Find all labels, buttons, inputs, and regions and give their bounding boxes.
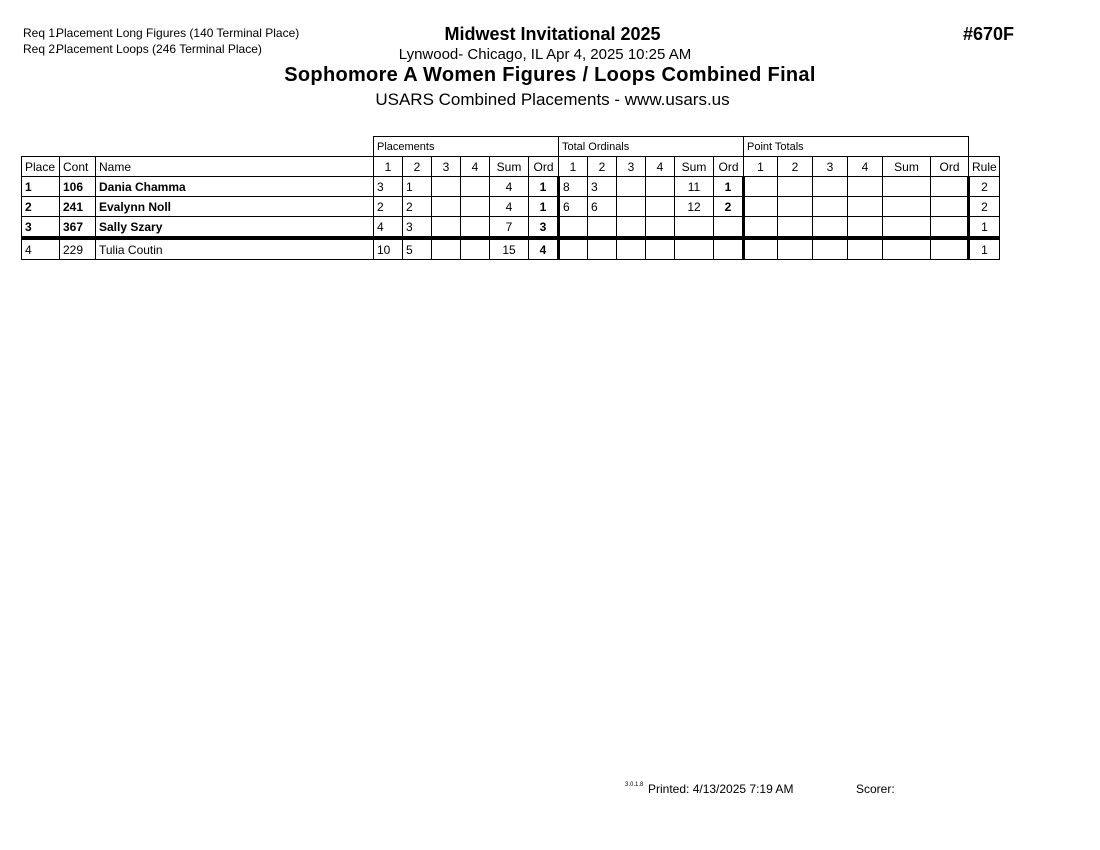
cell-oord: 1 bbox=[714, 177, 744, 197]
requirement-2-label: Req 2. bbox=[23, 42, 59, 56]
cell-o3 bbox=[617, 197, 646, 217]
cell-p1: 4 bbox=[374, 217, 403, 239]
cell-o1 bbox=[559, 238, 588, 260]
cell-p4 bbox=[461, 177, 490, 197]
header-placement-2: 2 bbox=[403, 157, 432, 177]
header-name: Name bbox=[96, 157, 374, 177]
cell-p2: 5 bbox=[403, 238, 432, 260]
cell-tsum bbox=[883, 197, 931, 217]
footer-version: 3.0.1.8 bbox=[625, 782, 644, 788]
requirement-1 bbox=[23, 26, 299, 40]
cell-psum: 4 bbox=[490, 197, 529, 217]
header-placement-sum: Sum bbox=[490, 157, 529, 177]
cell-t1 bbox=[744, 197, 778, 217]
group-placements: Placements bbox=[374, 137, 559, 157]
header-cont: Cont bbox=[60, 157, 96, 177]
cell-name: Evalynn Noll bbox=[96, 197, 374, 217]
cell-cont: 367 bbox=[60, 217, 96, 239]
cell-psum: 4 bbox=[490, 177, 529, 197]
cell-tsum bbox=[883, 177, 931, 197]
cell-p3 bbox=[432, 217, 461, 239]
cell-name: Dania Chamma bbox=[96, 177, 374, 197]
header-points-1: 1 bbox=[744, 157, 778, 177]
cell-p3 bbox=[432, 177, 461, 197]
cell-psum: 15 bbox=[490, 238, 529, 260]
cell-osum bbox=[675, 238, 714, 260]
cell-place: 4 bbox=[22, 238, 60, 260]
cell-p3 bbox=[432, 238, 461, 260]
cell-p2: 1 bbox=[403, 177, 432, 197]
cell-o1 bbox=[559, 217, 588, 239]
cell-rule: 1 bbox=[969, 217, 1000, 239]
cell-pord: 4 bbox=[529, 238, 559, 260]
cell-o1: 8 bbox=[559, 177, 588, 197]
cell-oord bbox=[714, 217, 744, 239]
cell-tord bbox=[931, 177, 969, 197]
cell-t4 bbox=[848, 238, 883, 260]
header-points-2: 2 bbox=[778, 157, 813, 177]
cell-o3 bbox=[617, 238, 646, 260]
cell-t3 bbox=[813, 197, 848, 217]
header-ordinal-1: 1 bbox=[559, 157, 588, 177]
cell-place: 1 bbox=[22, 177, 60, 197]
cell-tord bbox=[931, 217, 969, 239]
requirement-2 bbox=[23, 42, 262, 56]
header-ordinal-ord: Ord bbox=[714, 157, 744, 177]
cell-p1: 3 bbox=[374, 177, 403, 197]
cell-t1 bbox=[744, 238, 778, 260]
cell-t3 bbox=[813, 177, 848, 197]
table-row bbox=[22, 217, 1000, 239]
cell-rule: 2 bbox=[969, 177, 1000, 197]
cell-t3 bbox=[813, 217, 848, 239]
header-ordinal-3: 3 bbox=[617, 157, 646, 177]
cell-o2: 3 bbox=[588, 177, 617, 197]
header-ordinal-2: 2 bbox=[588, 157, 617, 177]
cell-o2 bbox=[588, 217, 617, 239]
cell-t2 bbox=[778, 217, 813, 239]
event-location-date: Lynwood- Chicago, IL Apr 4, 2025 10:25 AM bbox=[398, 46, 692, 63]
cell-psum: 7 bbox=[490, 217, 529, 239]
cell-pord: 3 bbox=[529, 217, 559, 239]
cell-t3 bbox=[813, 238, 848, 260]
cell-cont: 241 bbox=[60, 197, 96, 217]
results-table bbox=[21, 136, 1000, 260]
cell-osum bbox=[675, 217, 714, 239]
column-header-row bbox=[22, 157, 1000, 177]
cell-t2 bbox=[778, 238, 813, 260]
competition-title: Sophomore A Women Figures / Loops Combined Final bbox=[284, 64, 816, 86]
cell-o4 bbox=[646, 197, 675, 217]
cell-o4 bbox=[646, 177, 675, 197]
cell-t4 bbox=[848, 197, 883, 217]
requirement-1-label: Req 1. bbox=[23, 26, 59, 40]
header-placement-ord: Ord bbox=[529, 157, 559, 177]
cell-tord bbox=[931, 197, 969, 217]
header-ordinal-4: 4 bbox=[646, 157, 675, 177]
cell-name: Tulia Coutin bbox=[96, 238, 374, 260]
cell-p4 bbox=[461, 238, 490, 260]
header-points-3: 3 bbox=[813, 157, 848, 177]
cell-o3 bbox=[617, 177, 646, 197]
header-ordinal-sum: Sum bbox=[675, 157, 714, 177]
event-title: Midwest Invitational 2025 bbox=[444, 24, 661, 44]
cell-name: Sally Szary bbox=[96, 217, 374, 239]
cell-t4 bbox=[848, 177, 883, 197]
cell-tord bbox=[931, 238, 969, 260]
cell-p2: 3 bbox=[403, 217, 432, 239]
table-row bbox=[22, 177, 1000, 197]
cell-p4 bbox=[461, 197, 490, 217]
group-total-ordinals: Total Ordinals bbox=[559, 137, 744, 157]
cell-t1 bbox=[744, 217, 778, 239]
group-header-row bbox=[22, 137, 1000, 157]
header-placement-4: 4 bbox=[461, 157, 490, 177]
header-rule: Rule bbox=[969, 157, 1000, 177]
cell-cont: 106 bbox=[60, 177, 96, 197]
cell-oord: 2 bbox=[714, 197, 744, 217]
header-points-ord: Ord bbox=[931, 157, 969, 177]
requirement-1-text: Placement Long Figures (140 Terminal Place) bbox=[56, 26, 300, 40]
cell-p2: 2 bbox=[403, 197, 432, 217]
header-points-sum: Sum bbox=[883, 157, 931, 177]
cell-o1: 6 bbox=[559, 197, 588, 217]
requirement-2-text: Placement Loops (246 Terminal Place) bbox=[56, 42, 262, 56]
cell-p1: 2 bbox=[374, 197, 403, 217]
event-code: #670F bbox=[963, 24, 1015, 44]
competition-subtitle: USARS Combined Placements - www.usars.us bbox=[375, 90, 730, 109]
header-points-4: 4 bbox=[848, 157, 883, 177]
cell-o4 bbox=[646, 217, 675, 239]
cell-tsum bbox=[883, 217, 931, 239]
footer-printed: Printed: 4/13/2025 7:19 AM bbox=[648, 782, 794, 796]
cell-p4 bbox=[461, 217, 490, 239]
cell-cont: 229 bbox=[60, 238, 96, 260]
cell-osum: 12 bbox=[675, 197, 714, 217]
cell-pord: 1 bbox=[529, 197, 559, 217]
cell-place: 3 bbox=[22, 217, 60, 239]
header-placement-3: 3 bbox=[432, 157, 461, 177]
cell-o2 bbox=[588, 238, 617, 260]
cell-p3 bbox=[432, 197, 461, 217]
cell-p1: 10 bbox=[374, 238, 403, 260]
cell-pord: 1 bbox=[529, 177, 559, 197]
cell-o2: 6 bbox=[588, 197, 617, 217]
header-place: Place bbox=[22, 157, 60, 177]
cell-place: 2 bbox=[22, 197, 60, 217]
footer-scorer: Scorer: bbox=[856, 782, 895, 796]
cell-o3 bbox=[617, 217, 646, 239]
cell-rule: 1 bbox=[969, 238, 1000, 260]
table-row bbox=[22, 197, 1000, 217]
table-row bbox=[22, 238, 1000, 260]
cell-t1 bbox=[744, 177, 778, 197]
header-placement-1: 1 bbox=[374, 157, 403, 177]
cell-osum: 11 bbox=[675, 177, 714, 197]
cell-t4 bbox=[848, 217, 883, 239]
cell-o4 bbox=[646, 238, 675, 260]
cell-rule: 2 bbox=[969, 197, 1000, 217]
cell-t2 bbox=[778, 197, 813, 217]
group-point-totals: Point Totals bbox=[744, 137, 969, 157]
cell-oord bbox=[714, 238, 744, 260]
cell-tsum bbox=[883, 238, 931, 260]
cell-t2 bbox=[778, 177, 813, 197]
